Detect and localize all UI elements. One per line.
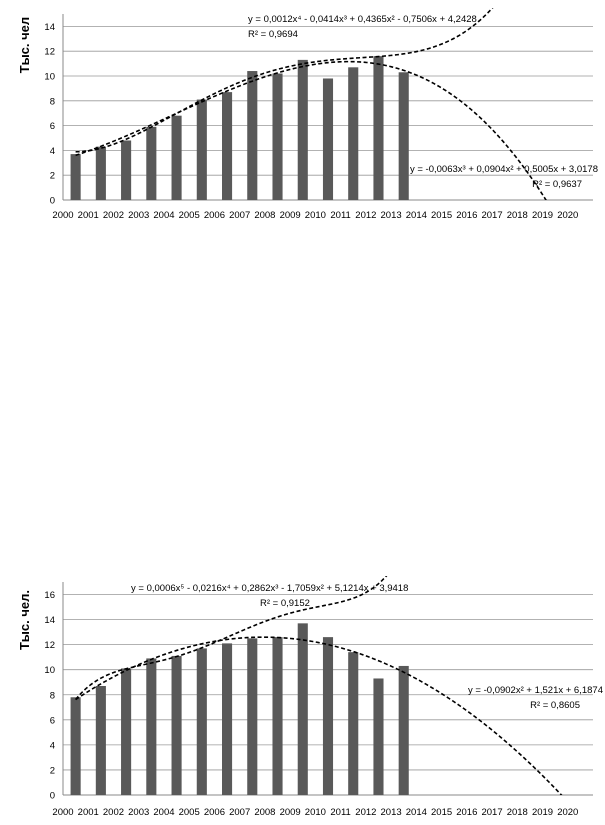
bar <box>197 648 207 795</box>
x-tick-label: 2018 <box>506 210 528 221</box>
x-tick-label: 2006 <box>203 807 225 818</box>
bar <box>247 638 257 795</box>
y-tick-label: 14 <box>44 21 55 33</box>
x-tick-label: 2014 <box>405 210 427 221</box>
x-tick-label: 2020 <box>557 210 579 221</box>
y-tick-label: 6 <box>49 121 55 133</box>
trendline-r2: R² = 0,9694 <box>248 29 298 40</box>
x-tick-label: 2010 <box>304 210 326 221</box>
x-tick-label: 2000 <box>52 210 74 221</box>
x-tick-label: 2002 <box>102 210 125 221</box>
y-tick-label: 10 <box>44 71 55 83</box>
y-tick-label: 14 <box>44 615 55 627</box>
y-tick-label: 0 <box>49 790 55 802</box>
bar <box>272 74 282 200</box>
x-tick-label: 2001 <box>77 210 99 221</box>
bar <box>121 668 131 795</box>
bar <box>121 140 131 200</box>
bar <box>373 678 383 795</box>
bar <box>348 67 358 200</box>
bar <box>71 154 81 200</box>
x-tick-label: 2019 <box>531 210 554 221</box>
y-tick-label: 8 <box>49 690 55 702</box>
chart-bottom <box>0 575 605 825</box>
bar <box>298 623 308 795</box>
x-tick-label: 2009 <box>279 807 301 818</box>
x-tick-label: 2002 <box>102 807 125 818</box>
x-tick-label: 2000 <box>52 807 74 818</box>
bar <box>71 697 81 795</box>
trendline-r2: R² = 0,8605 <box>530 700 580 711</box>
x-tick-label: 2012 <box>355 807 377 818</box>
x-tick-label: 2008 <box>254 210 276 221</box>
bar <box>96 147 106 200</box>
bar <box>146 127 156 200</box>
bar <box>172 656 182 795</box>
trendline-r2: R² = 0,9637 <box>532 179 582 190</box>
y-tick-label: 12 <box>44 46 55 58</box>
y-tick-label: 16 <box>44 590 55 602</box>
bar <box>399 666 409 795</box>
trendline-r2: R² = 0,9152 <box>260 598 310 609</box>
y-tick-label: 12 <box>44 640 55 652</box>
x-tick-label: 2016 <box>456 210 478 221</box>
y-tick-label: 4 <box>49 740 55 752</box>
x-tick-label: 2018 <box>506 807 528 818</box>
bar <box>399 72 409 200</box>
trendline-equation: y = 0,0006x⁵ - 0,0216x⁴ + 0,2862x³ - 1,7059x² + 5,1214x + 3,9418 <box>131 583 409 594</box>
x-tick-label: 2004 <box>153 210 175 221</box>
bar <box>323 78 333 200</box>
x-tick-label: 2005 <box>178 210 200 221</box>
chart-top <box>0 0 605 235</box>
y-axis-label: Тыс. чел <box>17 16 32 74</box>
bar <box>298 60 308 200</box>
x-tick-label: 2013 <box>380 210 402 221</box>
x-tick-label: 2020 <box>557 807 579 818</box>
y-tick-label: 10 <box>44 665 55 677</box>
x-tick-label: 2003 <box>128 807 150 818</box>
bar <box>348 652 358 795</box>
x-tick-label: 2006 <box>203 210 225 221</box>
x-tick-label: 2007 <box>229 807 251 818</box>
x-tick-label: 2012 <box>355 210 377 221</box>
x-tick-label: 2007 <box>229 210 251 221</box>
bar <box>96 686 106 795</box>
bar <box>323 637 333 795</box>
x-tick-label: 2005 <box>178 807 200 818</box>
bar <box>373 56 383 200</box>
x-tick-label: 2017 <box>481 210 503 221</box>
x-tick-label: 2013 <box>380 807 402 818</box>
trendline-equation: y = -0,0902x² + 1,521x + 6,1874 <box>468 685 603 696</box>
trendline-equation: y = 0,0012x⁴ - 0,0414x³ + 0,4365x² - 0,7506x + 4,2428 <box>248 14 477 25</box>
x-tick-label: 2015 <box>431 807 453 818</box>
x-tick-label: 2017 <box>481 807 503 818</box>
bar <box>222 92 232 200</box>
bar <box>146 658 156 795</box>
y-tick-label: 2 <box>49 765 55 777</box>
bar <box>197 100 207 200</box>
x-tick-label: 2003 <box>128 210 150 221</box>
trendline-equation: y = -0,0063x³ + 0,0904x² + 0,5005x + 3,0178 <box>409 164 598 175</box>
y-tick-label: 0 <box>49 195 55 207</box>
y-tick-label: 6 <box>49 715 55 727</box>
bar <box>172 116 182 200</box>
y-tick-label: 4 <box>49 145 55 157</box>
x-tick-label: 2009 <box>279 210 301 221</box>
bar <box>222 643 232 795</box>
x-tick-label: 2019 <box>531 807 554 818</box>
x-tick-label: 2008 <box>254 807 276 818</box>
bar <box>247 71 257 200</box>
y-axis-label: Тыс. чел. <box>17 590 32 650</box>
y-tick-label: 8 <box>49 96 55 108</box>
x-tick-label: 2016 <box>456 807 478 818</box>
x-tick-label: 2014 <box>405 807 427 818</box>
x-tick-label: 2004 <box>153 807 175 818</box>
x-tick-label: 2001 <box>77 807 99 818</box>
x-tick-label: 2010 <box>304 807 326 818</box>
y-tick-label: 2 <box>49 170 55 182</box>
x-tick-label: 2015 <box>431 210 453 221</box>
x-tick-label: 2011 <box>330 210 351 221</box>
x-tick-label: 2011 <box>330 807 351 818</box>
bar <box>272 637 282 795</box>
